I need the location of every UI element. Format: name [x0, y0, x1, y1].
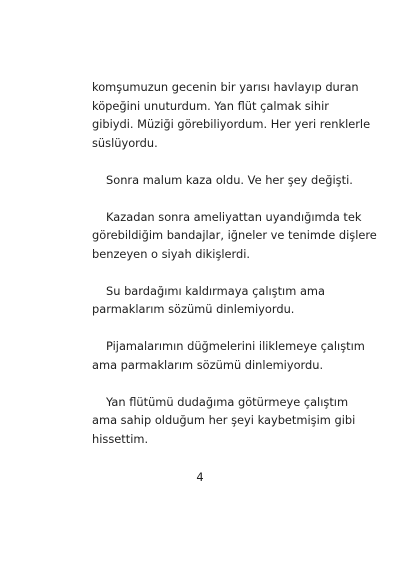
paragraph-1 [92, 78, 371, 152]
page-body-text [92, 78, 377, 467]
paragraph-6 [92, 393, 356, 449]
text-line: hissettim. [92, 431, 149, 446]
paragraph-3 [92, 208, 377, 264]
text-line: Su bardağımı kaldırmaya çalıştım ama [106, 283, 325, 298]
text-line: benzeyen o siyah dikişlerdi. [92, 246, 251, 261]
text-line: Kazadan sonra ameliyattan uyandığımda tek [106, 209, 362, 224]
page-number: 4 [196, 470, 204, 484]
text-line: ama sahip olduğum her şeyi kaybetmişim gibi [92, 413, 356, 427]
paragraph-4 [92, 282, 324, 319]
text-line: parmaklarım sözümü dinlemiyordu. [92, 302, 295, 316]
text-line: görebildiğim bandajlar, iğneler ve tenimde dişlere [92, 228, 377, 242]
text-line: köpeğini unuturdum. Yan flüt çalmak sihir [92, 98, 329, 113]
text-line: süslüyordu. [92, 135, 158, 150]
paragraph-5 [92, 337, 365, 374]
text-line: gibiydi. Müziği görebiliyordum. Her yeri renklerle [92, 117, 371, 131]
text-line: komşumuzun gecenin bir yarısı havlayıp duran [92, 80, 359, 94]
text-line: Pijamalarımın düğmelerini iliklemeye çalıştım [106, 339, 365, 353]
paragraph-2 [92, 171, 353, 190]
text-line: ama parmaklarım sözümü dinlemiyordu. [92, 357, 324, 372]
text-line: Sonra malum kaza oldu. Ve her şey değişti. [106, 172, 353, 187]
text-line: Yan flütümü dudağıma götürmeye çalıştım [106, 394, 349, 409]
